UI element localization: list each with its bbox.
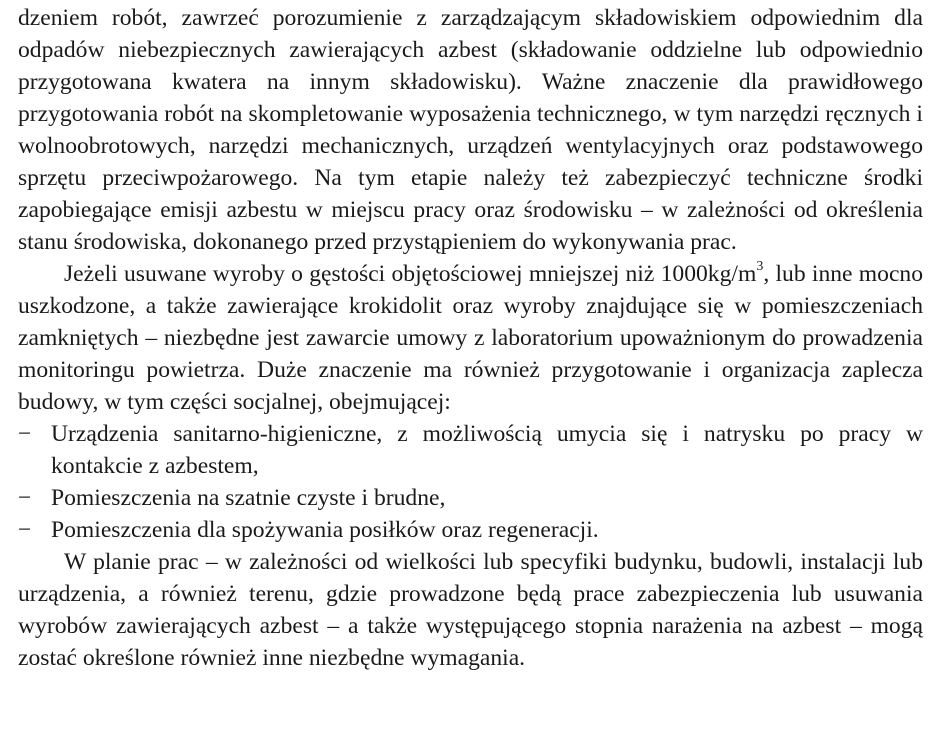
list-item xyxy=(18,418,923,482)
list-item-text: Pomieszczenia na szatnie czyste i brudne, xyxy=(51,485,446,511)
list-dash: − xyxy=(18,517,32,543)
paragraph-2-text-start: Jeżeli usuwane wyroby o gęstości objętościowej mniejszej niż 1000kg/m xyxy=(64,261,757,287)
list-item-text: Urządzenia sanitarno-higieniczne, z możliwością umycia się i natrysku po pracy w kontakcie z azbestem, xyxy=(51,421,923,479)
facilities-list xyxy=(18,418,923,546)
list-item xyxy=(18,482,923,514)
paragraph-2 xyxy=(18,258,923,418)
paragraph-1: dzeniem robót, zawrzeć porozumienie z zarządzającym składowiskiem odpowiednim dla odpadów niebezpiecznych zawierających azbest (składowanie oddzielne lub odpowiednio przygotowana kwatera na innym składowisku). Ważne znaczenie dla prawidłowego przygotowania robót na skompletowanie wyposażenia technicznego, w tym narzędzi ręcznych i wolnoobrotowych, narzędzi mechanicznych, urządzeń wentylacyjnych oraz podstawowego sprzętu przeciwpożarowego. Na tym etapie należy też zabezpieczyć techniczne środki zapobiegające emisji azbestu w miejscu pracy oraz środowisku – w zależności od określenia stanu środowiska, dokonanego przed przystąpieniem do wykonywania prac. xyxy=(18,5,923,255)
list-dash: − xyxy=(18,485,32,511)
list-item-text: Pomieszczenia dla spożywania posiłków oraz regeneracji. xyxy=(51,517,599,543)
superscript-exponent: 3 xyxy=(756,259,764,275)
list-item xyxy=(18,514,923,546)
paragraph-2-text-end: , lub inne mocno uszkodzone, a także zawierające krokidolit oraz wyroby znajdujące się w pomieszczeniach zamkniętych – niezbędne jest zawarcie umowy z laboratorium upoważnionym do prowadzenia monitoringu powietrza. Duże znaczenie ma również przygotowanie i organizacja zaplecza budowy, w tym części socjalnej, obejmującej: xyxy=(18,261,924,415)
list-dash: − xyxy=(18,421,32,447)
paragraph-3: W planie prac – w zależności od wielkości lub specyfiki budynku, budowli, instalacji lub urządzenia, a również terenu, gdzie prowadzone będą prace zabezpieczenia lub usuwania wyrobów zawierających azbest – a także występującego stopnia narażenia na azbest – mogą zostać określone również inne niezbędne wymagania. xyxy=(18,549,923,671)
